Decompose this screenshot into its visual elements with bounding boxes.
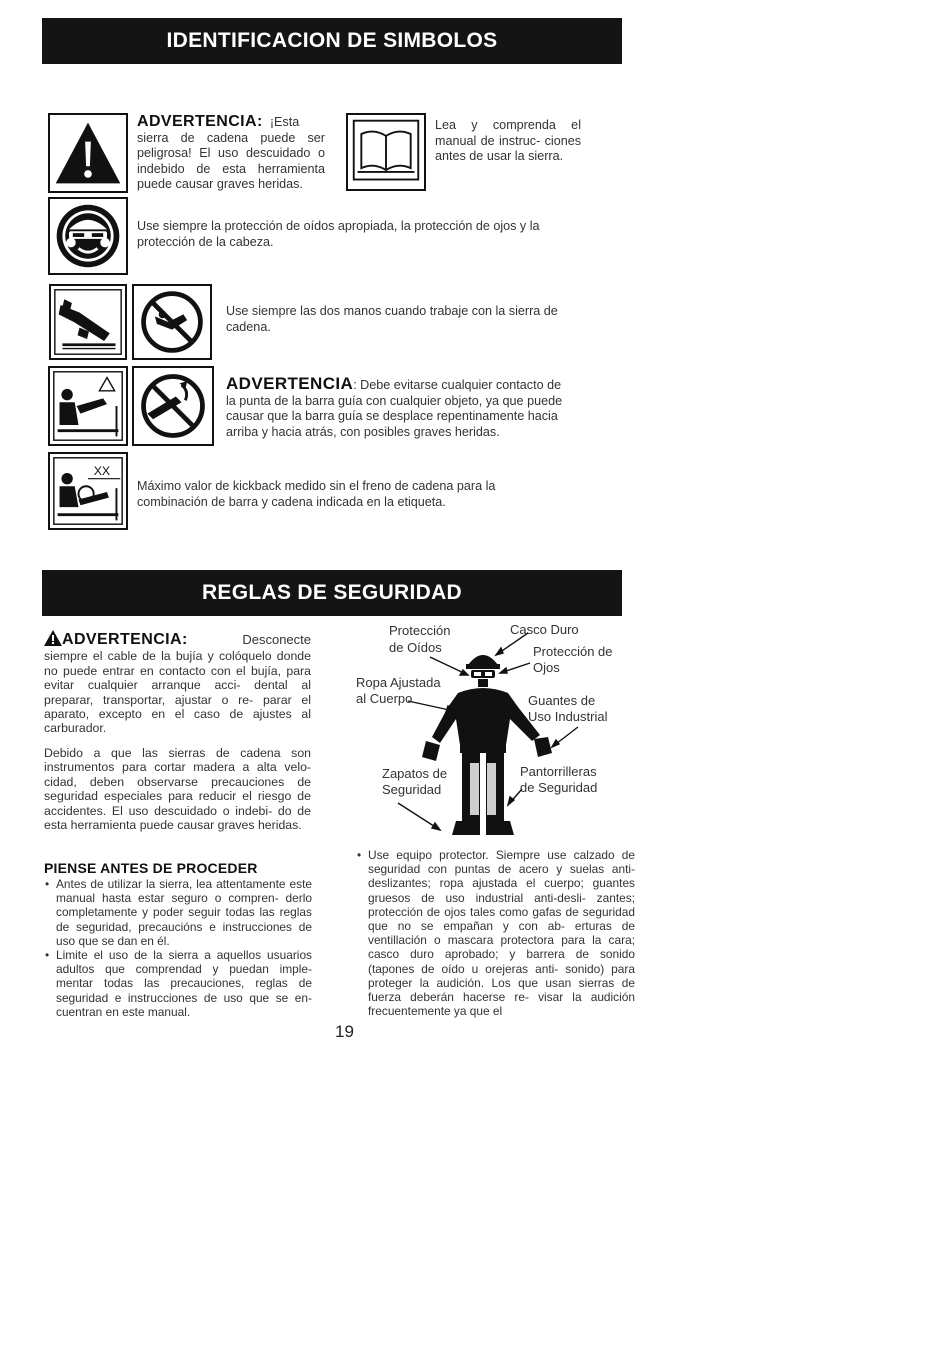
- kickback-operator-icon: [48, 366, 128, 446]
- rules-warning-text-1: Desconecte: [242, 632, 311, 647]
- symbol-warning-text-2: sierra de cadena puede ser peligrosa! El uso descuidado o indebido de esta herramienta puede causar graves heridas.: [137, 130, 325, 192]
- manual-text: Lea y comprenda el manual de instruc- ciones antes de usar la sierra.: [435, 118, 581, 164]
- label-gloves-line-2: Uso Industrial: [528, 709, 608, 724]
- label-eye-protection-line-2: Ojos: [533, 660, 560, 675]
- label-ear-protection-line-2: de Oídos: [389, 640, 442, 655]
- label-fitted-clothing-line-2: al Cuerpo: [356, 691, 413, 706]
- kickback-value-icon: [48, 452, 128, 530]
- tip-contact-block: [226, 376, 591, 440]
- tip-warning-text-2: la punta de la barra guía con cualquier objeto, ya que puede causar que la barra guía se desplace repentinamente hacia arriba y hacia atrás, con posibles graves heridas.: [226, 393, 563, 439]
- tip-warning-text-1: : Debe evitarse cualquier contacto de: [353, 378, 562, 392]
- label-ear-protection-line-1: Protección: [389, 623, 451, 638]
- rules-warning-text-2: siempre el cable de la bujía y colóquelo donde no puede entrar en contacto con el bujía, para evitar cualquier arranque acci- dental al preparar, transportar, ajustar o re- parar el aparato, excepto en el caso de ajustes al carburador.: [44, 649, 311, 736]
- label-chaps-line-1: Pantorrilleras: [520, 764, 597, 779]
- think-bullet-list: [44, 877, 312, 1019]
- label-safety-shoes: [382, 766, 447, 798]
- label-eye-protection-line-1: Protección de: [533, 644, 613, 659]
- two-hands-saw-icon: [49, 284, 127, 360]
- equipment-bullet-list: [356, 848, 635, 1018]
- think-heading: PIENSE ANTES DE PROCEDER: [44, 860, 258, 876]
- manual-book-icon: [346, 113, 426, 191]
- list-item: • Antes de utilizar la sierra, lea attentamente este manual hasta estar seguro o compren- derlo completamente y poder seguir todas las reglas de seguridad, precaucións e instrucciones de uso que se dan en él.: [56, 877, 312, 948]
- label-gloves: [528, 693, 607, 725]
- label-fitted-clothing-line-1: Ropa Ajustada: [356, 675, 441, 690]
- symbol-warning-block: [137, 114, 325, 193]
- rules-banner: REGLAS DE SEGURIDAD: [42, 570, 622, 616]
- label-safety-shoes-line-2: Seguridad: [382, 782, 442, 797]
- protection-text: Use siempre la protección de oídos apropiada, la protección de ojos y la protección de la cabeza.: [137, 219, 540, 249]
- list-item: • Use equipo protector. Siempre use calzado de seguridad con puntas de acero y suelas anti-deslizantes; ropa ajustada el cuerpo; guantes gruesos de uso industrial anti-desli- zantes; protección de ojos tales como gafas de seguridad que no se empañan y con ab- erturas de ventillación o mascara protectora para la cara; casco duro aprobado; y barrera de sonido (tapones de oído u orejeras anti- sonido) para proteger la audición. Los que usan sierras de fuerza deberán hacerse re- visar la audición frecuentemente ya que el: [368, 848, 635, 1018]
- label-gloves-line-1: Guantes de: [528, 693, 596, 708]
- rules-warning-block: [44, 630, 311, 736]
- head-protection-icon: [48, 197, 128, 275]
- label-fitted-clothing: [356, 675, 441, 707]
- label-safety-shoes-line-1: Zapatos de: [382, 766, 448, 781]
- warning-small-icon: [44, 630, 62, 649]
- warning-triangle-icon: [48, 113, 128, 193]
- list-item: • Limite el uso de la sierra a aquellos usuarios adultos que comprendad y puedan imple- mentar todas las precauciones, reglas de seguridad e instrucciones de uso que se en- cuentran en este manual.: [56, 948, 312, 1019]
- label-hard-hat: Casco Duro: [510, 622, 579, 637]
- symbol-warning-text-1: ¡Esta: [269, 115, 300, 129]
- label-chaps: [520, 764, 597, 796]
- two-hands-text: Use siempre las dos manos cuando trabaje con la sierra de cadena.: [226, 304, 558, 334]
- symbols-banner: IDENTIFICACION DE SIMBOLOS: [42, 18, 622, 64]
- symbol-warning-heading: ADVERTENCIA:: [137, 113, 263, 130]
- page-number: 19: [335, 1022, 354, 1041]
- tip-contact-prohibited-icon: [132, 366, 214, 446]
- tip-warning-heading: ADVERTENCIA: [226, 374, 354, 393]
- rules-paragraph-2: Debido a que las sierras de cadena son instrumentos para cortar madera a alta velo- cidad, deben observarse precauciones de seguridad especiales para reducir el riesgo de accidentes. El uso descuidado o indebi- do de esta herramienta puede causar graves heridas.: [44, 746, 311, 833]
- label-ear-protection: [389, 622, 450, 656]
- label-chaps-line-2: de Seguridad: [520, 780, 598, 795]
- one-hand-prohibited-icon: [132, 284, 212, 360]
- rules-warning-heading: ADVERTENCIA:: [62, 631, 188, 648]
- kickback-xx-label: XX: [93, 463, 111, 478]
- kickback-text: Máximo valor de kickback medido sin el freno de cadena para la combinación de barra y cadena indicada en la etiqueta.: [137, 479, 496, 509]
- label-eye-protection: [533, 644, 613, 676]
